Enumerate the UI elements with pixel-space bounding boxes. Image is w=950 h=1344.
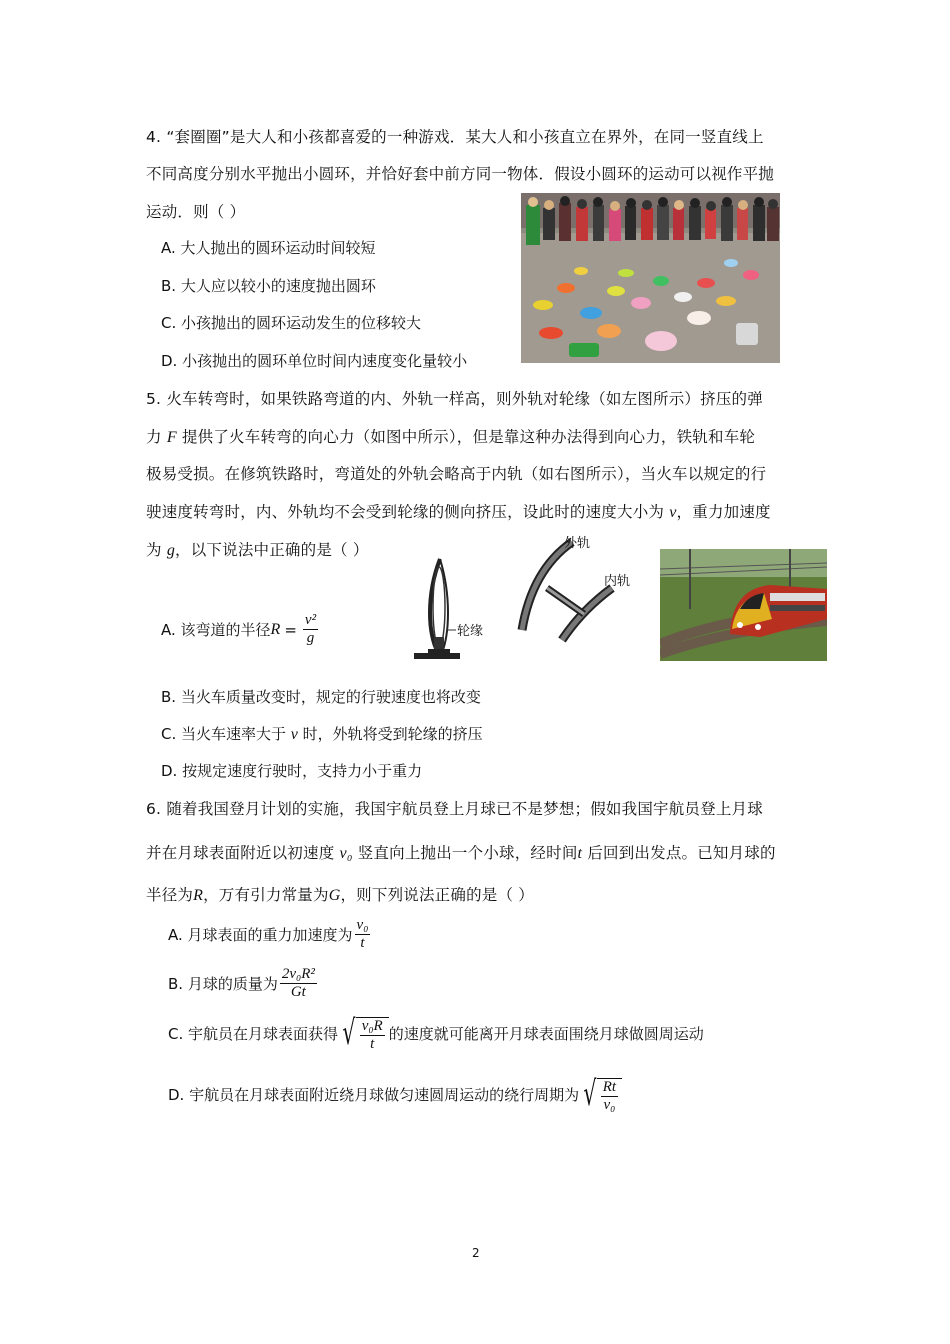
q5-option-c xyxy=(161,723,483,744)
q6-option-d-den: v₀ xyxy=(603,1097,616,1114)
q6-line2-a: 并在月球表面附近以初速度 xyxy=(146,844,340,862)
q6-line3-b: ，万有引力常量为 xyxy=(203,886,329,904)
q5-line2-a: 力 xyxy=(146,428,167,446)
q6-line2-c: 后回到出发点。已知月球的 xyxy=(582,844,776,862)
q6-option-b xyxy=(168,966,319,1002)
q5-line1: 5. 火车转弯时，如果铁路弯道的内、外轨一样高，则外轨对轮缘（如左图所示）挤压的弹 xyxy=(146,390,763,408)
q5-option-c-a: C. 当火车速率大于 xyxy=(161,725,291,743)
q6-option-c xyxy=(168,1013,704,1054)
wheel-flange-label: 轮缘 xyxy=(457,624,484,639)
q6-option-c-den: t xyxy=(370,1036,375,1053)
q4-line1: 4. “套圈圈”是大人和小孩都喜爱的一种游戏．某大人和小孩直立在界外，在同一竖直线上 xyxy=(146,128,764,146)
q5-var-f: F xyxy=(166,429,177,446)
q6-option-b-num: 2v₀R² xyxy=(280,966,317,984)
q6-option-c-tail: 的速度就可能离开月球表面围绕月球做圆周运动 xyxy=(388,1024,704,1043)
q6-option-a-fraction xyxy=(355,917,371,953)
q4-option-a: A. 大人抛出的圆环运动时间较短 xyxy=(161,239,376,257)
q5-line5-b: ，以下说法中正确的是（ ） xyxy=(175,541,369,559)
q5-line4-a: 驶速度转弯时，内、外轨均不会受到轮缘的侧向挤压，设此时的速度大小为 xyxy=(146,503,670,521)
q5-option-a xyxy=(161,612,320,648)
q6-option-c-text: C. 宇航员在月球表面获得 xyxy=(168,1024,339,1043)
q5-line4 xyxy=(146,500,771,522)
q6-option-a-den: t xyxy=(360,935,365,952)
q6-option-d-fraction xyxy=(601,1079,618,1115)
q6-option-a-text: A. 月球表面的重力加速度为 xyxy=(168,926,353,945)
q6-option-d-sqrt xyxy=(579,1074,622,1115)
train-photo xyxy=(660,549,827,661)
q6-option-b-text: B. 月球的质量为 xyxy=(168,975,278,994)
q6-option-c-sqrt xyxy=(338,1013,389,1054)
q6-line1: 6. 随着我国登月计划的实施，我国宇航员登上月球已不是梦想；假如我国宇航员登上月球 xyxy=(146,800,763,818)
q4-option-c: C. 小孩抛出的圆环运动发生的位移较大 xyxy=(161,314,422,332)
q5-line2 xyxy=(146,425,755,447)
q5-option-a-r: R xyxy=(270,620,281,638)
q5-option-a-equals: = xyxy=(284,620,297,639)
wheel-flange-diagram xyxy=(408,555,493,663)
sqrt-sign-icon: √ xyxy=(342,1013,356,1053)
q5-line5 xyxy=(146,538,369,560)
q5-var-g: g xyxy=(166,542,176,559)
q5-line5-a: 为 xyxy=(146,541,167,559)
q6-line3-c: ，则下列说法正确的是（ ） xyxy=(340,886,534,904)
q5-option-a-fraction xyxy=(303,612,318,648)
q6-option-d xyxy=(168,1074,622,1115)
banked-rails-diagram xyxy=(512,530,642,650)
q6-option-c-fraction xyxy=(360,1018,385,1054)
q5-line2-b: 提供了火车转弯的向心力（如图中所示），但是靠这种办法得到向心力，铁轨和车轮 xyxy=(176,428,756,446)
q6-var-r: R xyxy=(193,887,204,904)
q5-option-d: D. 按规定速度行驶时，支持力小于重力 xyxy=(161,762,423,780)
q6-line2-b: 竖直向上抛出一个小球，经时间 xyxy=(352,844,578,862)
inner-rail-label: 内轨 xyxy=(604,574,631,589)
q4-option-b: B. 大人应以较小的速度抛出圆环 xyxy=(161,277,376,295)
page-number: 2 xyxy=(472,1246,480,1260)
q6-option-a xyxy=(168,917,372,953)
q5-option-c-var: v xyxy=(290,726,298,743)
q6-var-v0: v₀ xyxy=(339,845,353,862)
q5-line3: 极易受损。在修筑铁路时，弯道处的外轨会略高于内轨（如右图所示），当火车以规定的行 xyxy=(146,465,767,483)
q4-option-d: D. 小孩抛出的圆环单位时间内速度变化量较小 xyxy=(161,352,468,370)
q6-line3 xyxy=(146,883,534,905)
q6-line3-a: 半径为 xyxy=(146,886,194,904)
q6-line2 xyxy=(146,841,776,863)
q6-option-b-den: Gt xyxy=(290,984,306,1001)
q5-option-a-num: v² xyxy=(303,612,318,630)
q5-line4-b: ，重力加速度 xyxy=(676,503,771,521)
outer-rail-label: 外轨 xyxy=(564,536,591,551)
sqrt-sign-icon: √ xyxy=(583,1074,597,1114)
q4-line3: 运动．则（ ） xyxy=(146,203,246,221)
q5-option-b: B. 当火车质量改变时，规定的行驶速度也将改变 xyxy=(161,688,481,706)
q6-option-b-fraction xyxy=(280,966,317,1002)
q6-option-a-num: v₀ xyxy=(355,917,371,935)
q5-option-a-den: g xyxy=(306,630,315,647)
q6-option-d-num: Rt xyxy=(601,1079,618,1097)
q6-option-d-text: D. 宇航员在月球表面附近绕月球做匀速圆周运动的绕行周期为 xyxy=(168,1085,580,1104)
q6-option-c-num: v₀R xyxy=(360,1018,385,1036)
q5-option-a-text: A. 该弯道的半径 xyxy=(161,621,271,640)
q5-var-v: v xyxy=(669,504,677,521)
ring-toss-photo xyxy=(521,193,780,363)
q6-var-g: G xyxy=(328,887,341,904)
q4-line2: 不同高度分别水平抛出小圆环，并恰好套中前方同一物体．假设小圆环的运动可以视作平抛 xyxy=(146,165,775,183)
q6-var-t: t xyxy=(577,845,583,862)
q5-option-c-b: 时，外轨将受到轮缘的挤压 xyxy=(297,725,483,743)
